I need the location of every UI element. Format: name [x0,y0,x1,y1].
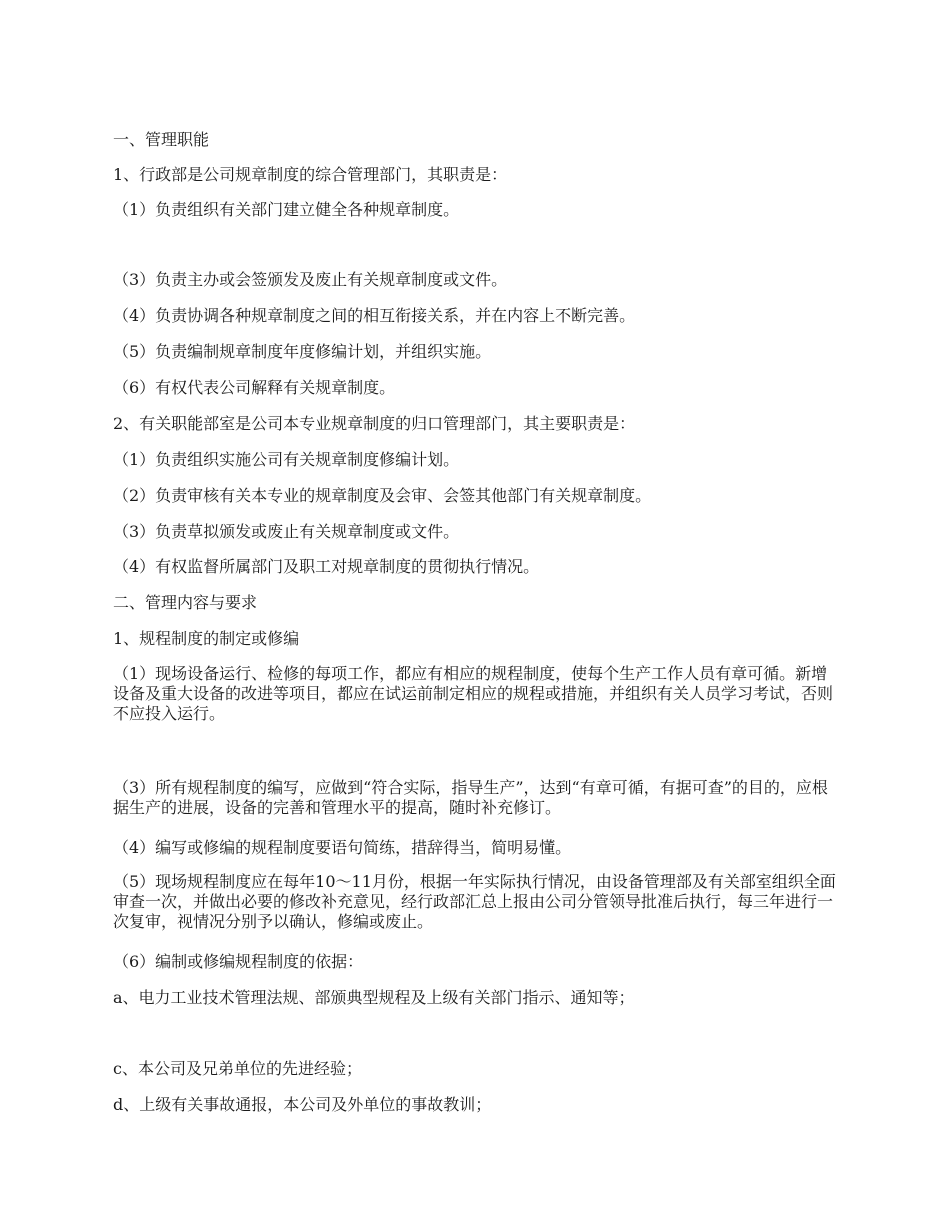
list-item: （6）有权代表公司解释有关规章制度。 [113,378,396,397]
section-heading-1: 一、管理职能 [113,130,210,149]
list-item: d、上级有关事故通报，本公司及外单位的事故教训； [113,1095,492,1114]
subsection-heading: 1、规程制度的制定或修编 [113,629,300,648]
list-item: （1）负责组织实施公司有关规章制度修编计划。 [113,450,460,469]
section-heading-2: 二、管理内容与要求 [113,593,258,612]
list-item: （3）负责主办或会签颁发及废止有关规章制度或文件。 [113,270,508,289]
multiline-paragraph: （1）现场设备运行、检修的每项工作，都应有相应的规程制度，使每个生产工作人员有章可循。新增设备及重大设备的改进等项目，都应在试运前制定相应的规程或措施，并组织有关人员学习考试，否则不应投入运行。 [113,664,834,723]
list-item: （1）负责组织有关部门建立健全各种规章制度。 [113,200,460,219]
list-item: （4）负责协调各种规章制度之间的相互衔接关系，并在内容上不断完善。 [113,306,636,325]
list-item: （5）负责编制规章制度年度修编计划，并组织实施。 [113,342,492,361]
multiline-paragraph: （3）所有规程制度的编写，应做到“符合实际，指导生产”，达到“有章可循，有据可查”的目的，应根据生产的进展，设备的完善和管理水平的提高，随时补充修订。 [113,778,828,817]
list-item: （4）有权监督所属部门及职工对规章制度的贯彻执行情况。 [113,557,540,576]
list-item: （6）编制或修编规程制度的依据： [113,952,364,971]
list-item: c、本公司及兄弟单位的先进经验； [113,1059,362,1078]
list-item: （2）负责审核有关本专业的规章制度及会审、会签其他部门有关规章制度。 [113,486,652,505]
list-item: （3）负责草拟颁发或废止有关规章制度或文件。 [113,522,460,541]
paragraph: 2、有关职能部室是公司本专业规章制度的归口管理部门，其主要职责是： [113,414,636,433]
multiline-paragraph: （5）现场规程制度应在每年10～11月份，根据一年实际执行情况，由设备管理部及有关部室组织全面审查一次，并做出必要的修改补充意见，经行政部汇总上报由公司分管领导批准后执行，每三年进行一次复审，视情况分别予以确认，修编或废止。 [113,872,836,931]
paragraph: 1、行政部是公司规章制度的综合管理部门，其职责是： [113,165,508,184]
list-item: （4）编写或修编的规程制度要语句简练，措辞得当，简明易懂。 [113,838,572,857]
list-item: a、电力工业技术管理法规、部颁典型规程及上级有关部门指示、通知等； [113,988,635,1007]
